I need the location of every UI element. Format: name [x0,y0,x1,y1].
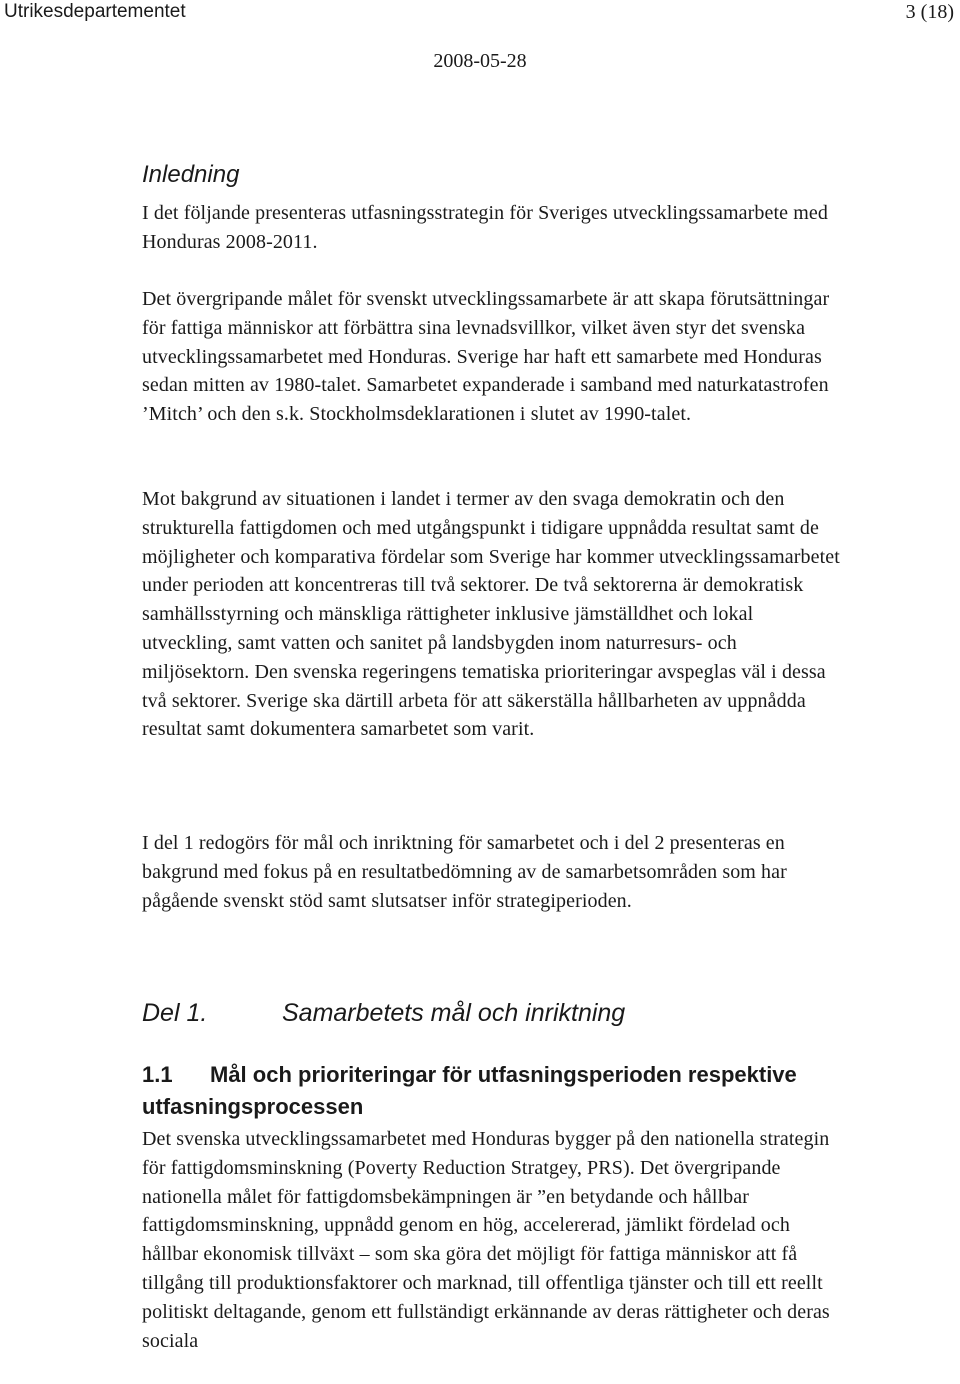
page-number: 3 (18) [905,1,954,23]
paragraph-overall-goal: Det övergripande målet för svenskt utvecklingssamarbete är att skapa förutsättningar för fattiga människor att förbättra sina levnadsvillkor, vilket även styr det svenska utvecklingssamarbetet med Honduras. Sverige har haft ett samarbete med Honduras sedan mitten av 1980-talet. Samarbetet expanderade i samband med naturkatastrofen ’Mitch’ och den s.k. Stockholmsdeklarationen i slutet av 1990-talet. [142,288,830,426]
paragraph-document-outline: I del 1 redogörs för mål och inriktning för samarbetet och i del 2 presenteras en bakgrund med fokus på en resultatbedömning av de samarbetsområden som har pågående svenskt stöd samt slutsatser inför strategiperioden. [142,832,787,912]
part-title: Samarbetets mål och inriktning [282,999,626,1027]
subsection-number: 1.1 [142,1062,173,1087]
part-heading-del1 [142,997,862,1029]
section-heading-inledning: Inledning [142,161,240,188]
paragraph-prs-strategy: Det svenska utvecklingssamarbetet med Honduras bygger på den nationella strategin för fattigdomsminskning (Poverty Reduction Stratgey, PRS). Det övergripande nationella målet för fattigdomsbekämpningen är ”en betydande och hållbar fattigdomsminskning, uppnådd genom en hög, accelererad, jämlikt fördelad och hållbar ekonomisk tillväxt – som ska göra det möjligt för fattiga människor att få tillgång till produktionsfaktorer och marknad, till offentliga tjänster och till ett reellt politiskt deltagande, genom ett fullständigt erkännande av deras rättigheter och deras sociala [142,1128,830,1352]
part-number: Del 1. [142,999,208,1027]
subsection-heading-1-1 [142,1059,862,1123]
subsection-title: Mål och prioriteringar för utfasningsperioden respektive utfasningsprocessen [142,1062,797,1119]
paragraph-sector-focus: Mot bakgrund av situationen i landet i termer av den svaga demokratin och den strukturella fattigdomen och med utgångspunkt i tidigare uppnådda resultat samt de möjligheter och komparativa fördelar som Sverige har kommer utvecklingssamarbetet under perioden att koncentreras till två sektorer. De två sektorerna är demokratisk samhällsstyrning och mänskliga rättigheter inklusive jämställdhet och lokal utveckling, samt vatten och sanitet på landsbygden inom naturresurs- och miljösektorn. Den svenska regeringens tematiska prioriteringar avspeglas väl i dessa två sektorer. Sverige ska därtill arbeta för att säkerställa hållbarheten av uppnådda resultat samt dokumentera samarbetet som varit. [142,488,840,741]
paragraph-intro: I det följande presenteras utfasningsstrategin för Sveriges utvecklingssamarbete med Honduras 2008-2011. [142,202,828,253]
document-date: 2008-05-28 [433,50,527,72]
department-name: Utrikesdepartementet [4,1,186,22]
